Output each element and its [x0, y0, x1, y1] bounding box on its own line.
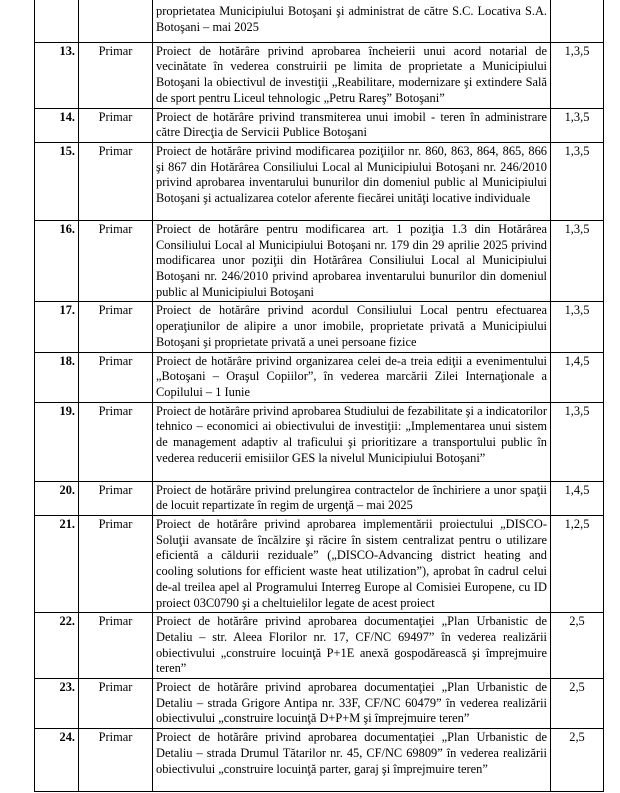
- project-title-cell: Proiect de hotărâre privind aprobarea Studiului de fezabilitate şi a indicatorilor tehnico – economici ai obiectivului de investiţii: „Implementarea unui sistem de management adaptiv al traficului şi prioritizare a transportului public în vederea reducerii emisiilor GES la nivelul Municipiului Botoşani”: [153, 402, 551, 481]
- agenda-row: [35, 108, 604, 142]
- agenda-row: [35, 142, 604, 220]
- initiator-cell: Primar: [79, 302, 153, 352]
- agenda-row: [35, 220, 604, 302]
- project-title-cell: Proiect de hotărâre privind prelungirea contractelor de închiriere a unor spaţii de locuit repartizate în regim de urgenţă – mai 2025: [153, 481, 551, 515]
- project-title-cell: Proiect de hotărâre privind modificarea poziţiilor nr. 860, 863, 864, 865, 866 şi 867 din Hotărârea Consiliului Local al Municipiului Botoşani nr. 246/2010 privind aprobarea inventarului bunurilor din domeniul public al Municipiului Botoşani şi actualizarea cotelor aferente fiecărei unităţi locative individuale: [153, 142, 551, 220]
- initiator-cell: Primar: [79, 42, 153, 108]
- row-number-cell: 15.: [35, 142, 79, 220]
- avize-numbers-cell: 2,5: [551, 613, 604, 679]
- row-number-cell: 19.: [35, 402, 79, 481]
- project-title-cell: proprietatea Municipiului Botoşani şi administrat de către S.C. Locativa S.A. Botoşani – mai 2025: [153, 0, 551, 42]
- avize-numbers-cell: [551, 0, 604, 42]
- project-title-cell: Proiect de hotărâre privind organizarea celei de-a treia ediţii a evenimentului „Botoşani – Oraşul Copiilor”, în vederea marcării Zilei Internaţionale a Copilului – 1 Iunie: [153, 352, 551, 402]
- project-title-cell: Proiect de hotărâre privind aprobarea implementării proiectului „DISCO-Soluţii avansate de încălzire şi răcire în sistem centralizat pentru o utilizare eficientă a căldurii reziduale” („DISCO-Advancing district heating and cooling solutions for efficient waste heat utilization”), aprobat în cadrul celui de-al treilea apel al Programului Interreg Europe al Comisiei Europene, cu ID proiect 03C0790 şi a cheltuielilor legate de acest proiect: [153, 516, 551, 613]
- initiator-cell: Primar: [79, 481, 153, 515]
- agenda-row: [35, 729, 604, 792]
- agenda-row: [35, 42, 604, 108]
- project-title-cell: Proiect de hotărâre privind aprobarea documentaţiei „Plan Urbanistic de Detaliu – str. Aleea Florilor nr. 17, CF/NC 69497” în vederea realizării obiectivului „construire locuinţă P+1E anexă gospodărească şi împrejmuire teren”: [153, 613, 551, 679]
- row-number-cell: 17.: [35, 302, 79, 352]
- agenda-row: [35, 516, 604, 613]
- agenda-row: [35, 0, 604, 42]
- agenda-row: [35, 481, 604, 515]
- row-number-cell: 13.: [35, 42, 79, 108]
- project-title-cell: Proiect de hotărâre privind aprobarea documentaţiei „Plan Urbanistic de Detaliu – strada Grigore Antipa nr. 33F, CF/NC 60479” în vederea realizării obiectivului „construire locuinţă D+P+M şi împrejmuire teren”: [153, 679, 551, 729]
- initiator-cell: Primar: [79, 613, 153, 679]
- agenda-row: [35, 402, 604, 481]
- avize-numbers-cell: 1,3,5: [551, 42, 604, 108]
- row-number-cell: 21.: [35, 516, 79, 613]
- row-number-cell: 20.: [35, 481, 79, 515]
- avize-numbers-cell: 1,3,5: [551, 108, 604, 142]
- row-number-cell: 24.: [35, 729, 79, 792]
- avize-numbers-cell: 1,4,5: [551, 352, 604, 402]
- avize-numbers-cell: 2,5: [551, 729, 604, 792]
- agenda-row: [35, 613, 604, 679]
- avize-numbers-cell: 1,3,5: [551, 220, 604, 302]
- agenda-row: [35, 302, 604, 352]
- row-number-cell: 22.: [35, 613, 79, 679]
- initiator-cell: Primar: [79, 142, 153, 220]
- row-number-cell: 14.: [35, 108, 79, 142]
- initiator-cell: Primar: [79, 220, 153, 302]
- agenda-table: [34, 0, 604, 792]
- avize-numbers-cell: 1,2,5: [551, 516, 604, 613]
- avize-numbers-cell: 2,5: [551, 679, 604, 729]
- initiator-cell: Primar: [79, 352, 153, 402]
- project-title-cell: Proiect de hotărâre privind transmiterea unui imobil - teren în administrare către Direcţia de Servicii Publice Botoşani: [153, 108, 551, 142]
- row-number-cell: 23.: [35, 679, 79, 729]
- initiator-cell: Primar: [79, 729, 153, 792]
- agenda-row: [35, 679, 604, 729]
- initiator-cell: [79, 0, 153, 42]
- agenda-row: [35, 352, 604, 402]
- avize-numbers-cell: 1,3,5: [551, 402, 604, 481]
- initiator-cell: Primar: [79, 402, 153, 481]
- avize-numbers-cell: 1,3,5: [551, 142, 604, 220]
- initiator-cell: Primar: [79, 516, 153, 613]
- project-title-cell: Proiect de hotărâre privind aprobarea încheierii unui acord notarial de vecinătate în vederea construirii pe limita de proprietate a Municipiului Botoşani la obiectivul de investiţii „Reabilitare, modernizare şi extindere Sală de sport pentru Liceul tehnologic „Petru Rareş” Botoşani”: [153, 42, 551, 108]
- initiator-cell: Primar: [79, 679, 153, 729]
- agenda-table-body: [35, 0, 604, 792]
- project-title-cell: Proiect de hotărâre privind aprobarea documentaţiei „Plan Urbanistic de Detaliu – strada Drumul Tătarilor nr. 45, CF/NC 69809” în vederea realizării obiectivului „construire locuinţă parter, garaj şi împrejmuire teren”: [153, 729, 551, 792]
- row-number-cell: 16.: [35, 220, 79, 302]
- row-number-cell: [35, 0, 79, 42]
- row-number-cell: 18.: [35, 352, 79, 402]
- project-title-cell: Proiect de hotărâre pentru modificarea art. 1 poziţia 1.3 din Hotărârea Consiliului Local al Municipiului Botoşani nr. 179 din 29 aprilie 2025 privind modificarea unor poziţii din Hotărârea Consiliului Local al Municipiului Botoşani nr. 246/2010 privind aprobarea inventarului bunurilor din domeniul public al Municipiului Botoşani: [153, 220, 551, 302]
- avize-numbers-cell: 1,4,5: [551, 481, 604, 515]
- project-title-cell: Proiect de hotărâre privind acordul Consiliului Local pentru efectuarea operaţiunilor de alipire a unor imobile, proprietate privată a Municipiului Botoşani şi proprietate privată a unei persoane fizice: [153, 302, 551, 352]
- avize-numbers-cell: 1,3,5: [551, 302, 604, 352]
- initiator-cell: Primar: [79, 108, 153, 142]
